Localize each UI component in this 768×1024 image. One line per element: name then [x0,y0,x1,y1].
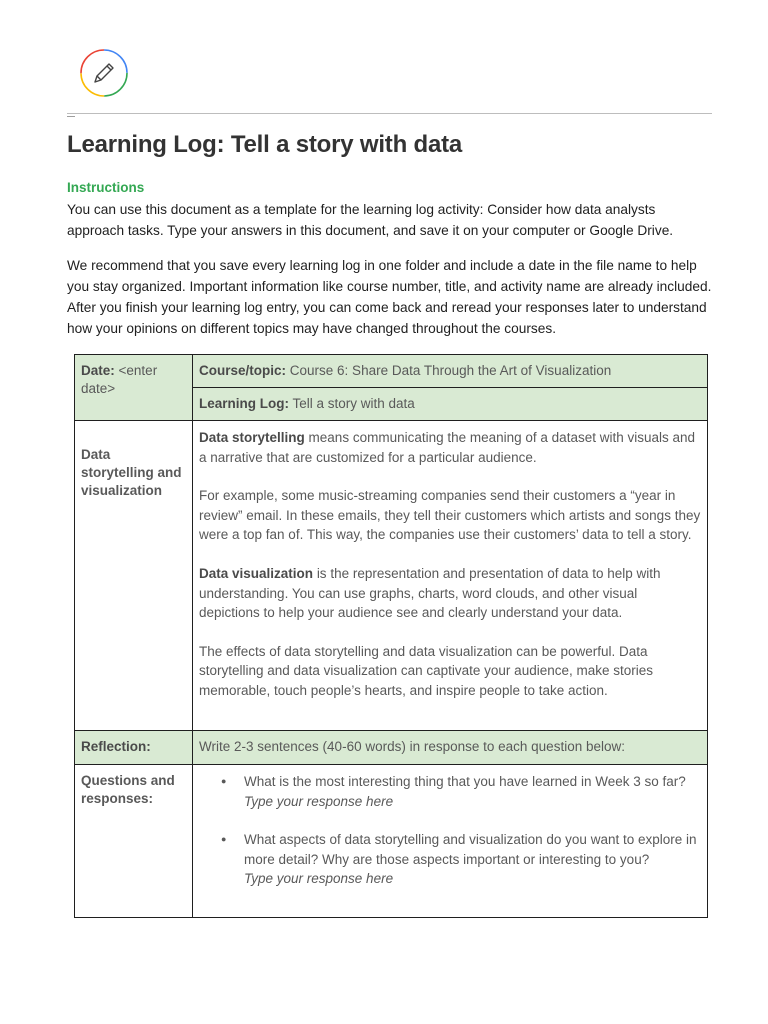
learning-log-table [74,354,708,918]
response-field[interactable]: Type your response here [244,871,394,887]
questions-cell [193,765,708,918]
reflection-value: Write 2-3 sentences (40-60 words) in response to each question below: [199,739,625,754]
date-value[interactable]: <enter date> [81,363,158,396]
page-title: Learning Log: Tell a story with data [67,131,463,158]
visualization-term: Data visualization [199,565,314,581]
topic-label: Data storytelling and visualization [81,447,182,498]
question-text: What is the most interesting thing that you have learned in Week 3 so far? [244,774,686,789]
visualization-definition: is the representation and presentation of data to help with understanding. You can use graphs, charts, word clouds, and other visual depictions to help your audience see and clearly understand your data. [199,565,661,621]
date-cell[interactable] [75,355,193,421]
date-label: Date: [81,363,115,378]
example-paragraph: For example, some music-streaming companies send their customers a “year in review” email. In these emails, they tell their customers which artists and songs they were a top fan of. This way, the companies use their customers’ data to tell a story. [199,488,701,543]
reflection-label: Reflection: [81,739,151,754]
effects-paragraph: The effects of data storytelling and data visualization can be powerful. Data storytelling and data visualization can captivate your audience, make stories memorable, touch people’s hearts, and inspire people to take action. [199,643,654,698]
instructions-heading: Instructions [67,180,145,195]
topic-cell [75,421,193,731]
questions-label-cell [75,765,193,918]
header-divider [67,113,712,114]
storytelling-definition: means communicating the meaning of a dataset with visuals and a narrative that are customized for a particular audience. [199,430,696,465]
learning-log-label: Learning Log: [199,396,289,411]
question-item [244,830,701,889]
learning-log-value: Tell a story with data [292,396,415,411]
pencil-icon [78,47,130,99]
learning-log-cell [193,388,708,421]
course-logo [78,47,130,99]
reflection-value-cell [193,731,708,765]
course-label: Course/topic: [199,363,287,378]
storytelling-term: Data storytelling [199,430,305,445]
questions-list [199,772,701,889]
header-dash [67,116,75,117]
questions-label: Questions and responses: [81,773,175,806]
instructions-paragraph-2: We recommend that you save every learning log in one folder and include a date in the file name to help you stay organized. Important information like course number, title, and activity name are already included. After you finish your learning log entry, you can come back and reread your responses later to understand how your opinions on different topics may have changed throughout the courses. [67,258,712,336]
reflection-label-cell [75,731,193,765]
instructions-paragraph-1: You can use this document as a template for the learning log activity: Consider how data analysts approach tasks. Type your answers in this document, and save it on your computer or Google Drive. [67,202,674,238]
question-text: What aspects of data storytelling and visualization do you want to explore in more detail? Why are those aspects important or interesting to you? [244,832,697,867]
response-field[interactable]: Type your response here [244,793,394,809]
course-value: Course 6: Share Data Through the Art of Visualization [289,363,612,378]
question-item [244,772,701,811]
visualization-paragraph [199,564,701,623]
course-cell [193,355,708,388]
storytelling-paragraph [199,428,701,467]
topic-description-cell [193,421,708,731]
